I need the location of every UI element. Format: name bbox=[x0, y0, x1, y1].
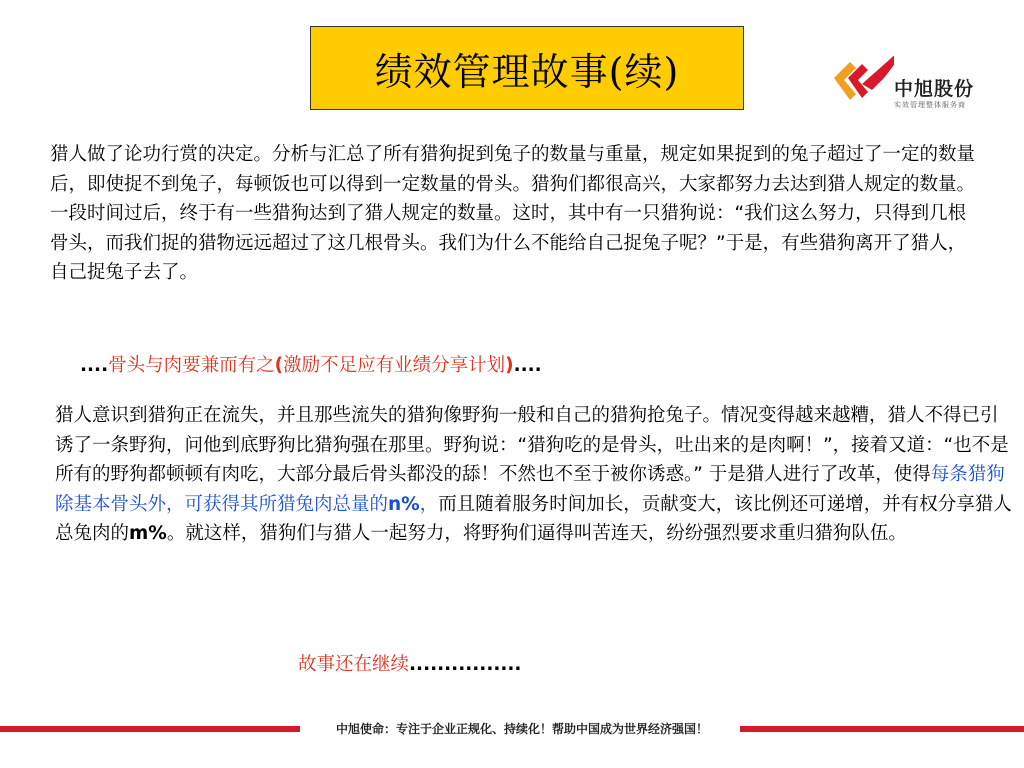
subheading bbox=[80, 352, 542, 380]
page-title: 绩效管理故事(续) bbox=[374, 49, 680, 94]
paragraph2-part3: 。就这样，猎狗们与猎人一起努力，将野狗们逼得叫苦连天，纷纷强烈要求重归猎狗队伍。 bbox=[166, 523, 907, 544]
subheading-paren-text: 激励不足应有业绩分享计划 bbox=[283, 355, 506, 376]
story-paragraph-2 bbox=[55, 401, 1015, 549]
continue-line bbox=[298, 651, 521, 679]
subheading-text: 骨头与肉要兼而有之 bbox=[108, 355, 275, 376]
logo-name: 中旭股份 bbox=[894, 78, 975, 100]
logo-tagline: 实效管理整体服务商 bbox=[894, 101, 966, 109]
paragraph2-highlight: 每条猎狗除基本骨头外，可获得其所猎兔肉总量的 bbox=[55, 464, 1005, 515]
subheading-prefix: .... bbox=[80, 355, 109, 376]
logo-mark-icon bbox=[820, 32, 894, 118]
paragraph2-highlight-n: n% bbox=[388, 493, 420, 515]
paragraph2-part2: 而且随着服务时间加长，贡献变大，该比例还可递增，并有权分享猎人总兔肉的 bbox=[55, 493, 1012, 544]
subheading-paren-close: ) bbox=[505, 355, 514, 376]
paragraph2-part1: 猎人意识到猎狗正在流失，并且那些流失的猎狗像野狗一般和自己的猎狗抢兔子。情况变得越来越糟，猎人不得已引诱了一条野狗，问他到底野狗比猎狗强在那里。野狗说：“猎狗吃的是骨头，吐出来的是肉啊！”，接着又道：“也不是所有的野狗都顿顿有肉吃，大部分最后骨头都没的舔！不然也不至于被你诱惑。” 于是猎人进行了改革，使得 bbox=[55, 405, 1009, 485]
story-paragraph-1: 猎人做了论功行赏的决定。分析与汇总了所有猎狗捉到兔子的数量与重量，规定如果捉到的兔子超过了一定的数量后，即使捉不到兔子，每顿饭也可以得到一定数量的骨头。猎狗们都很高兴，大家都努力去达到猎人规定的数量。一段时间过后，终于有一些猎狗达到了猎人规定的数量。这时，其中有一只猎狗说：“我们这么努力，只得到几根骨头，而我们捉的猎物远远超过了这几根骨头。我们为什么不能给自己捉兔子呢？”于是，有些猎狗离开了猎人，自己捉兔子去了。 bbox=[50, 144, 976, 283]
paragraph2-m: m% bbox=[129, 523, 167, 544]
title-box bbox=[310, 26, 744, 110]
subheading-paren-open: ( bbox=[274, 355, 284, 376]
continue-dots: ................ bbox=[409, 654, 522, 675]
company-logo bbox=[820, 32, 990, 118]
paragraph2-highlight-end: ， bbox=[419, 493, 439, 515]
footer-bar-right bbox=[740, 726, 1024, 732]
footer-mission: 中旭使命：专注于企业正规化、持续化！帮助中国成为世界经济强国！ bbox=[335, 722, 708, 736]
subheading-suffix: .... bbox=[513, 355, 542, 376]
continue-text: 故事还在继续 bbox=[298, 654, 410, 675]
footer-bar-left bbox=[0, 726, 300, 732]
